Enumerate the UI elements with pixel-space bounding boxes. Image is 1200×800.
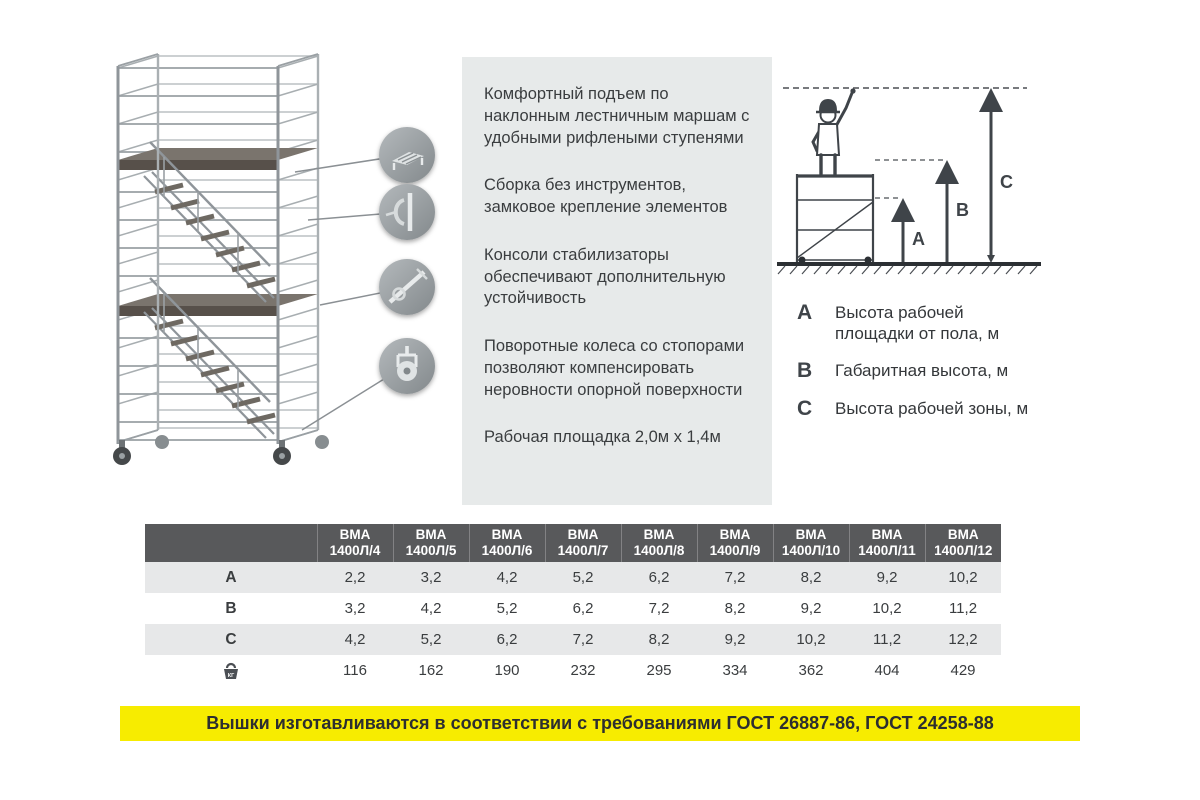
row-label: A (145, 562, 317, 593)
table-header-col: ВМА 1400Л/6 (469, 524, 545, 562)
cell: 9,2 (849, 562, 925, 593)
feature-text-stabilizers: Консоли стабилизаторы обеспечивают дополнительную устойчивость (484, 245, 726, 308)
cell: 429 (950, 662, 976, 679)
row-label: B (225, 599, 237, 617)
cell: 190 (494, 662, 520, 679)
table-row-a (145, 562, 1001, 593)
height-diagram (775, 78, 1045, 278)
feature-icon-circle (379, 259, 435, 315)
cell: 9,2 (800, 600, 822, 617)
cell: 6,2 (621, 562, 697, 593)
table-header-col: ВМА 1400Л/10 (773, 524, 849, 562)
features-panel (462, 57, 772, 505)
cell: 8,2 (773, 562, 849, 593)
table-header-col: ВМА 1400Л/9 (697, 524, 773, 562)
table-row-b (145, 593, 1001, 624)
cell: 7,2 (697, 562, 773, 593)
cell: 295 (646, 662, 672, 679)
cell: 3,2 (393, 562, 469, 593)
legend-row-c (797, 398, 1030, 419)
table-header-col: ВМА 1400Л/7 (545, 524, 621, 562)
feature-icon-circle (379, 127, 435, 183)
cell: 116 (343, 662, 367, 679)
cell: 5,2 (545, 562, 621, 593)
cell: 4,2 (469, 562, 545, 593)
weight-icon (220, 661, 242, 680)
legend-text-a: Высота рабочей площадки от пола, м (835, 303, 1000, 344)
cell: 6,2 (469, 624, 545, 655)
cell: 8,2 (724, 600, 746, 617)
cell: 404 (874, 662, 900, 679)
legend-key-b: B (797, 359, 813, 382)
cell: 7,2 (648, 600, 670, 617)
table-header-col: ВМА 1400Л/11 (849, 524, 925, 562)
arrow-label-b: B (956, 200, 969, 220)
stabilizer-icon (379, 259, 435, 315)
weight-unit-label: КГ (227, 673, 235, 679)
cell: 162 (418, 662, 444, 679)
table-header-empty (145, 524, 317, 562)
cell: 12,2 (925, 624, 1001, 655)
feature-text-assembly: Сборка без инструментов, замковое крепление элементов (484, 176, 728, 217)
cell: 9,2 (697, 624, 773, 655)
gost-banner-text: Вышки изготавливаются в соответствии с требованиями ГОСТ 26887-86, ГОСТ 24258-88 (206, 713, 994, 733)
stair-step-icon (379, 127, 435, 183)
legend-row-a (797, 302, 1030, 345)
cell: 10,2 (872, 600, 902, 617)
table-header-col: ВМА 1400Л/12 (925, 524, 1001, 562)
cell: 10,2 (773, 624, 849, 655)
table-row-weight (145, 655, 1001, 686)
legend-key-a: A (797, 301, 813, 324)
row-label-weight (145, 655, 317, 686)
lock-clamp-icon (379, 184, 435, 240)
table-header-col: ВМА 1400Л/8 (621, 524, 697, 562)
cell: 362 (798, 662, 824, 679)
cell: 11,2 (948, 600, 978, 617)
feature-text-platform-size: Рабочая площадка 2,0м х 1,4м (484, 428, 721, 447)
caster-wheel-icon (379, 338, 435, 394)
scaffold-tower-illustration (78, 52, 358, 472)
spec-table (145, 524, 1001, 686)
legend-key-c: C (797, 397, 813, 420)
arrow-label-c: C (1000, 172, 1013, 192)
legend-row-b (797, 360, 1030, 381)
cell: 3,2 (344, 600, 366, 617)
cell: 10,2 (925, 562, 1001, 593)
cell: 6,2 (572, 600, 594, 617)
arrow-label-a: A (912, 229, 925, 249)
cell: 232 (570, 662, 596, 679)
feature-text-stairs: Комфортный подъем по наклонным лестничным маршам с удобными рифлеными ступенями (484, 85, 750, 147)
legend-text-c: Высота рабочей зоны, м (835, 399, 1029, 418)
cell: 8,2 (621, 624, 697, 655)
gost-banner (120, 706, 1080, 741)
row-label: C (145, 624, 317, 655)
table-header-col: ВМА 1400Л/4 (317, 524, 393, 562)
feature-icon-circle (379, 338, 435, 394)
legend-text-b: Габаритная высота, м (835, 361, 1009, 380)
cell: 11,2 (849, 624, 925, 655)
cell: 4,2 (420, 600, 442, 617)
cell: 334 (722, 662, 748, 679)
cell: 2,2 (317, 562, 393, 593)
cell: 7,2 (545, 624, 621, 655)
feature-icon-circle (379, 184, 435, 240)
cell: 4,2 (317, 624, 393, 655)
cell: 5,2 (393, 624, 469, 655)
table-header-row (145, 524, 1001, 562)
feature-text-casters: Поворотные колеса со стопорами позволяют компенсировать неровности опорной поверхности (484, 337, 745, 399)
table-row-c (145, 624, 1001, 655)
cell: 5,2 (496, 600, 518, 617)
table-header-col: ВМА 1400Л/5 (393, 524, 469, 562)
